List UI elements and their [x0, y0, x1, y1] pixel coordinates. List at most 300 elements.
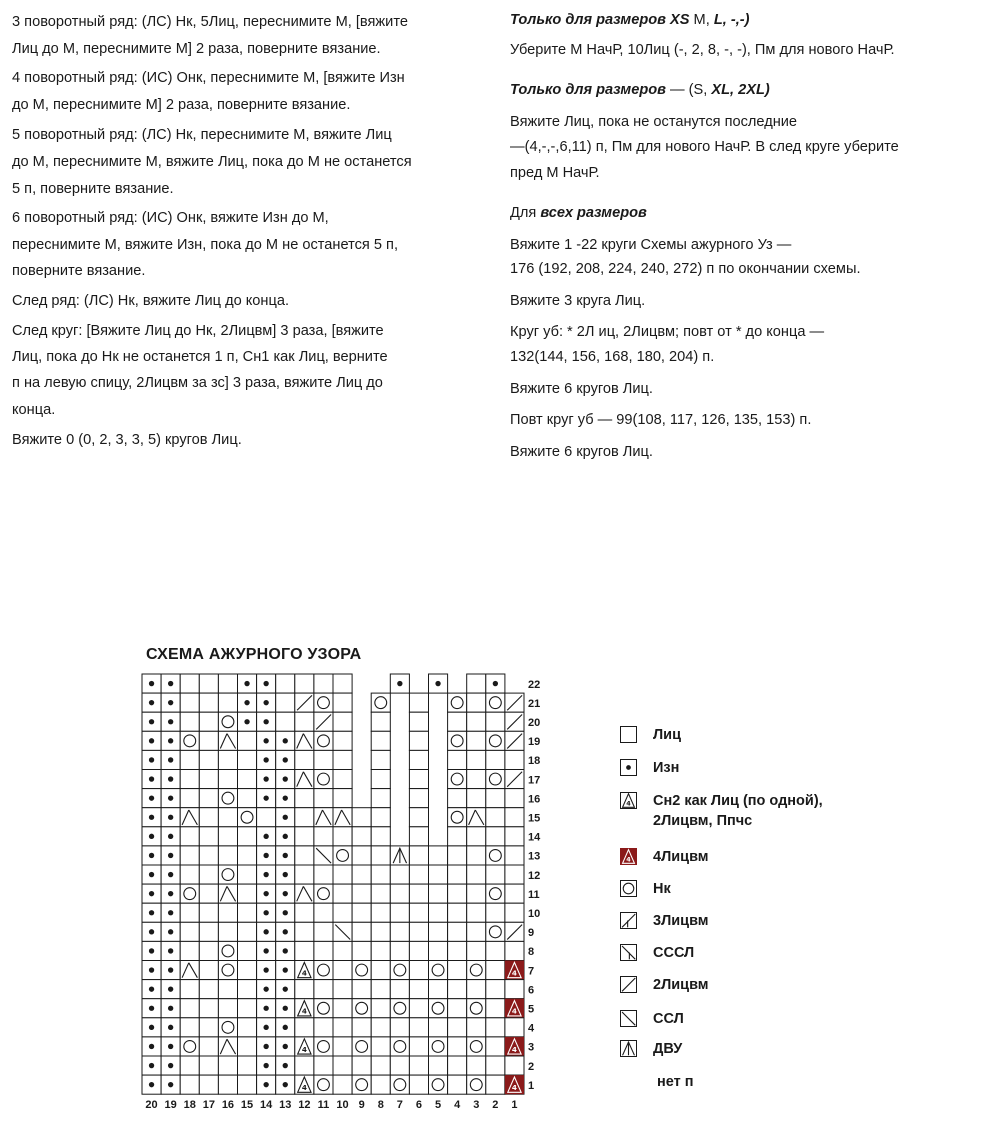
chart-cell [180, 770, 199, 789]
chart-cell [409, 846, 428, 865]
legend-label: ДВУ [653, 1041, 683, 1057]
chart-cell [505, 922, 524, 941]
chart-cell [486, 827, 505, 846]
chart-cell [448, 712, 467, 731]
chart-cell [448, 770, 467, 789]
legend-symbol-icon [620, 976, 637, 993]
chart-cell [238, 789, 257, 808]
chart-cell [371, 884, 390, 903]
row-number: 9 [528, 927, 535, 940]
chart-cell [276, 922, 295, 941]
chart-cell [314, 712, 333, 731]
chart-cell [199, 1018, 218, 1037]
chart-cell [505, 865, 524, 884]
chart-cell [218, 1075, 237, 1094]
chart-cell [467, 674, 486, 693]
chart-cell [199, 865, 218, 884]
column-number: 5 [434, 1099, 442, 1112]
chart-cell [409, 693, 428, 712]
chart-cell [467, 731, 486, 750]
chart-cell [314, 808, 333, 827]
chart-cell [142, 693, 161, 712]
svg-text:4: 4 [301, 1082, 307, 1092]
chart-cell [180, 846, 199, 865]
chart-cell [486, 961, 505, 980]
chart-cell [448, 731, 467, 750]
text-line: 5 п, поверните вязание. [12, 181, 174, 197]
chart-cell [486, 1018, 505, 1037]
chart-cell [218, 712, 237, 731]
text-line: Вяжите 6 кругов Лиц. [510, 381, 653, 397]
chart-cell [333, 731, 352, 750]
chart-cell [276, 1037, 295, 1056]
column-number: 19 [164, 1099, 177, 1112]
chart-cell [276, 731, 295, 750]
chart-cell [218, 1056, 237, 1075]
chart-cell [257, 980, 276, 999]
chart-cell [161, 1056, 180, 1075]
chart-cell [486, 1037, 505, 1056]
chart-cell [352, 827, 371, 846]
legend-label: СССЛ [653, 945, 695, 961]
text-line: Вяжите 3 круга Лиц. [510, 293, 646, 309]
chart-cell [180, 865, 199, 884]
chart-cell [142, 884, 161, 903]
chart-cell [218, 846, 237, 865]
text-line: 4 поворотный ряд: (ИС) Онк, переснимите М, [вяжите Изн [12, 70, 405, 86]
chart-cell [142, 999, 161, 1018]
chart-cell [295, 1056, 314, 1075]
chart-cell [505, 1037, 524, 1056]
chart-cell [333, 1018, 352, 1037]
chart-cell [199, 922, 218, 941]
chart-cell [486, 884, 505, 903]
legend-label: Лиц [653, 727, 682, 743]
chart-cell [199, 846, 218, 865]
chart-cell [486, 999, 505, 1018]
chart-cell [409, 770, 428, 789]
text-line: Вяжите Лиц, пока не останутся последние [510, 114, 798, 130]
chart-cell [352, 903, 371, 922]
chart-cell [257, 693, 276, 712]
chart-cell [486, 922, 505, 941]
chart-cell [448, 750, 467, 769]
chart-cell [371, 693, 390, 712]
chart-cell [161, 999, 180, 1018]
chart-cell [199, 1075, 218, 1094]
chart-cell [429, 884, 448, 903]
chart-cell [467, 1037, 486, 1056]
chart-cell [161, 961, 180, 980]
chart-cell [295, 731, 314, 750]
chart-cell [448, 1075, 467, 1094]
legend-label: 4Лицвм [653, 849, 709, 865]
chart-cell [352, 1056, 371, 1075]
chart-cell [257, 827, 276, 846]
chart-cell [314, 770, 333, 789]
chart-cell [218, 693, 237, 712]
chart-cell [276, 980, 295, 999]
chart-cell [333, 789, 352, 808]
chart-cell [238, 980, 257, 999]
chart-cell [505, 1018, 524, 1037]
chart-cell [390, 1037, 409, 1056]
text-line: 5 поворотный ряд: (ЛС) Нк, переснимите М, вяжите Лиц [12, 127, 392, 143]
chart-cell [142, 750, 161, 769]
chart-cell [314, 961, 333, 980]
chart-cell [371, 789, 390, 808]
chart-cell [314, 980, 333, 999]
chart-cell [467, 770, 486, 789]
chart-cell [257, 941, 276, 960]
text-line: до М, переснимите М] 2 раза, поверните вязание. [12, 97, 351, 113]
chart-cell [142, 941, 161, 960]
chart-cell [218, 922, 237, 941]
chart-cell [505, 999, 524, 1018]
chart-cell [390, 961, 409, 980]
chart-cell [161, 1037, 180, 1056]
chart-cell [142, 808, 161, 827]
chart-cell [352, 865, 371, 884]
chart-cell [161, 980, 180, 999]
chart-cell [257, 731, 276, 750]
row-number: 4 [528, 1022, 535, 1035]
chart-cell [333, 693, 352, 712]
chart-cell [295, 1018, 314, 1037]
chart-cell [276, 712, 295, 731]
chart-cell [180, 999, 199, 1018]
column-number: 12 [298, 1099, 311, 1112]
chart-cell [429, 999, 448, 1018]
chart-cell [429, 1075, 448, 1094]
text-line: 3 поворотный ряд: (ЛС) Нк, 5Лиц, переснимите М, [вяжите [12, 14, 408, 30]
chart-cell [429, 1037, 448, 1056]
chart-cell [161, 903, 180, 922]
text-line: поверните вязание. [12, 263, 146, 279]
chart-cell [276, 750, 295, 769]
legend-symbol-icon [620, 759, 637, 776]
chart-cell [180, 941, 199, 960]
chart-cell [352, 922, 371, 941]
chart-cell [142, 731, 161, 750]
chart-cell [429, 865, 448, 884]
row-number: 17 [528, 774, 541, 787]
row-number: 18 [528, 755, 541, 768]
chart-cell [448, 693, 467, 712]
column-number: 1 [511, 1099, 518, 1112]
chart-cell [238, 903, 257, 922]
chart-cell [333, 750, 352, 769]
chart-cell [505, 789, 524, 808]
chart-cell [486, 674, 505, 693]
chart-cell [276, 884, 295, 903]
row-number: 6 [528, 984, 535, 997]
chart-cell [333, 961, 352, 980]
heading-xs-sizes: Только для размеров XS M, L, -,-) [510, 12, 750, 28]
chart-cell [390, 1056, 409, 1075]
chart-cell [486, 789, 505, 808]
chart-cell [409, 750, 428, 769]
chart-cell [218, 884, 237, 903]
chart-cell [371, 1075, 390, 1094]
chart-cell [161, 865, 180, 884]
chart-cell [467, 980, 486, 999]
chart-cell [333, 1056, 352, 1075]
chart-cell [142, 1056, 161, 1075]
chart-cell [352, 999, 371, 1018]
chart-cell [467, 693, 486, 712]
chart-cell [409, 980, 428, 999]
chart-cell [409, 712, 428, 731]
row-number: 11 [528, 888, 540, 901]
column-number: 10 [336, 1099, 349, 1112]
chart-cell [352, 961, 371, 980]
text-line: 6 поворотный ряд: (ИС) Онк, вяжите Изн до М, [12, 210, 329, 226]
chart-cell [371, 980, 390, 999]
chart-cell [199, 980, 218, 999]
chart-cell [257, 865, 276, 884]
chart-cell [199, 827, 218, 846]
chart-cell [295, 1075, 314, 1094]
chart-cell [448, 1018, 467, 1037]
chart-cell [295, 980, 314, 999]
chart-cell [409, 808, 428, 827]
chart-cell [371, 808, 390, 827]
text-line: конца. [12, 402, 56, 418]
chart-cell [409, 999, 428, 1018]
legend-label: 3Лицвм [653, 913, 709, 929]
chart-cell [180, 961, 199, 980]
chart-cell [505, 731, 524, 750]
chart-cell [257, 712, 276, 731]
chart-cell [429, 980, 448, 999]
chart-cell [238, 693, 257, 712]
chart-cell [276, 808, 295, 827]
chart-cell [371, 770, 390, 789]
chart-cell [429, 941, 448, 960]
chart-cell [333, 1075, 352, 1094]
chart-cell [486, 846, 505, 865]
chart-cell [238, 1037, 257, 1056]
chart-cell [429, 922, 448, 941]
legend-label: Сн2 как Лиц (по одной), [653, 793, 823, 809]
chart-cell [218, 808, 237, 827]
chart-cell [314, 846, 333, 865]
chart-cell [448, 884, 467, 903]
chart-cell [295, 999, 314, 1018]
chart-cell [352, 1037, 371, 1056]
chart-cell [218, 999, 237, 1018]
chart-cell [314, 750, 333, 769]
chart-cell [390, 846, 409, 865]
chart-cell [161, 712, 180, 731]
row-number: 14 [528, 831, 541, 844]
chart-cell [486, 808, 505, 827]
text-line: След ряд: (ЛС) Нк, вяжите Лиц до конца. [12, 293, 290, 309]
chart-cell [467, 1056, 486, 1075]
chart-cell [352, 1018, 371, 1037]
chart-cell [333, 941, 352, 960]
chart-cell [409, 789, 428, 808]
column-number: 3 [473, 1099, 480, 1112]
chart-cell [276, 1056, 295, 1075]
chart-cell [257, 884, 276, 903]
chart-cell [333, 674, 352, 693]
chart-cell [467, 827, 486, 846]
row-number: 8 [528, 946, 535, 959]
chart-cell [238, 750, 257, 769]
chart-cell [409, 865, 428, 884]
row-number: 3 [528, 1041, 535, 1054]
chart-cell [333, 903, 352, 922]
svg-text:4: 4 [511, 1006, 517, 1016]
chart-cell [218, 961, 237, 980]
column-number: 11 [317, 1099, 330, 1112]
chart-cell [467, 865, 486, 884]
chart-cell [180, 1056, 199, 1075]
chart-cell [448, 846, 467, 865]
chart-cell [257, 846, 276, 865]
chart-cell [142, 770, 161, 789]
column-number: 16 [221, 1099, 235, 1112]
chart-cell [161, 770, 180, 789]
chart-cell [295, 789, 314, 808]
chart-cell [180, 903, 199, 922]
chart-cell [257, 808, 276, 827]
chart-cell [199, 1037, 218, 1056]
chart-cell [486, 865, 505, 884]
chart-cell [180, 693, 199, 712]
row-number: 20 [528, 716, 541, 729]
chart-cell [276, 903, 295, 922]
chart-cell [257, 1056, 276, 1075]
chart-cell [276, 674, 295, 693]
chart-cell [505, 941, 524, 960]
chart-cell [314, 865, 333, 884]
chart-cell [180, 808, 199, 827]
chart-cell [180, 827, 199, 846]
chart-cell [276, 941, 295, 960]
text-line: 132(144, 156, 168, 180, 204) п. [510, 349, 715, 365]
chart-cell [429, 961, 448, 980]
chart-cell [467, 1018, 486, 1037]
chart-cell [218, 980, 237, 999]
chart-cell [295, 941, 314, 960]
chart-cell [314, 903, 333, 922]
chart-cell [448, 827, 467, 846]
chart-cell [161, 1018, 180, 1037]
chart-cell [448, 941, 467, 960]
chart-cell [429, 674, 448, 693]
text-line: Уберите М НачР, 10Лиц (-, 2, 8, -, -), Пм для нового НачР. [510, 42, 895, 58]
lace-pattern-chart [134, 670, 541, 1120]
chart-cell [371, 1056, 390, 1075]
chart-cell [161, 731, 180, 750]
chart-cell [238, 731, 257, 750]
legend-label: Нк [653, 881, 671, 897]
chart-cell [486, 770, 505, 789]
text-line: Вяжите 6 кругов Лиц. [510, 444, 653, 460]
chart-cell [390, 674, 409, 693]
text-line: до М, переснимите М, вяжите Лиц, пока до М не останется [12, 154, 412, 170]
chart-cell [142, 922, 161, 941]
chart-cell [448, 980, 467, 999]
chart-cell [505, 770, 524, 789]
legend-label: Изн [653, 760, 680, 776]
legend-symbol-icon [620, 1010, 637, 1027]
chart-cell [295, 674, 314, 693]
chart-cell [199, 712, 218, 731]
chart-cell [486, 750, 505, 769]
chart-cell [238, 884, 257, 903]
chart-cell [218, 1037, 237, 1056]
chart-cell [276, 693, 295, 712]
chart-cell [314, 827, 333, 846]
chart-cell [390, 941, 409, 960]
text-line: переснимите М, вяжите Изн, пока до М не останется 5 п, [12, 237, 399, 253]
chart-cell [448, 999, 467, 1018]
chart-cell [161, 922, 180, 941]
legend-label: 2Лицвм, Ппчс [653, 813, 753, 829]
chart-cell [218, 789, 237, 808]
chart-cell [314, 1018, 333, 1037]
chart-cell [180, 750, 199, 769]
chart-cell [295, 712, 314, 731]
chart-cell [505, 827, 524, 846]
chart-cell [180, 980, 199, 999]
chart-cell [352, 980, 371, 999]
chart-cell [142, 827, 161, 846]
chart-cell [295, 922, 314, 941]
chart-cell [352, 941, 371, 960]
chart-cell [161, 827, 180, 846]
chart-cell [238, 941, 257, 960]
legend-symbol-icon [620, 792, 637, 809]
chart-cell [295, 827, 314, 846]
row-number: 7 [528, 965, 535, 978]
chart-cell [314, 1056, 333, 1075]
chart-cell [199, 674, 218, 693]
chart-cell [448, 961, 467, 980]
chart-cell [429, 1056, 448, 1075]
chart-cell [161, 884, 180, 903]
chart-cell [371, 827, 390, 846]
text-line: След круг: [Вяжите Лиц до Нк, 2Лицвм] 3 раза, [вяжите [12, 323, 384, 339]
chart-cell [409, 884, 428, 903]
row-number: 22 [528, 678, 541, 691]
chart-cell [276, 1018, 295, 1037]
chart-cell [390, 999, 409, 1018]
chart-cell [467, 999, 486, 1018]
chart-cell [199, 941, 218, 960]
chart-cell [257, 674, 276, 693]
chart-cell [467, 941, 486, 960]
chart-cell [314, 999, 333, 1018]
svg-text:4: 4 [511, 968, 517, 978]
legend-symbol-icon [620, 880, 637, 897]
column-number: 13 [279, 1099, 292, 1112]
chart-cell [352, 846, 371, 865]
chart-cell [314, 789, 333, 808]
chart-cell [314, 674, 333, 693]
chart-cell [199, 884, 218, 903]
chart-cell [371, 731, 390, 750]
chart-cell [142, 1018, 161, 1037]
chart-cell [467, 903, 486, 922]
chart-cell [218, 750, 237, 769]
column-number: 14 [260, 1099, 273, 1112]
chart-cell [161, 789, 180, 808]
